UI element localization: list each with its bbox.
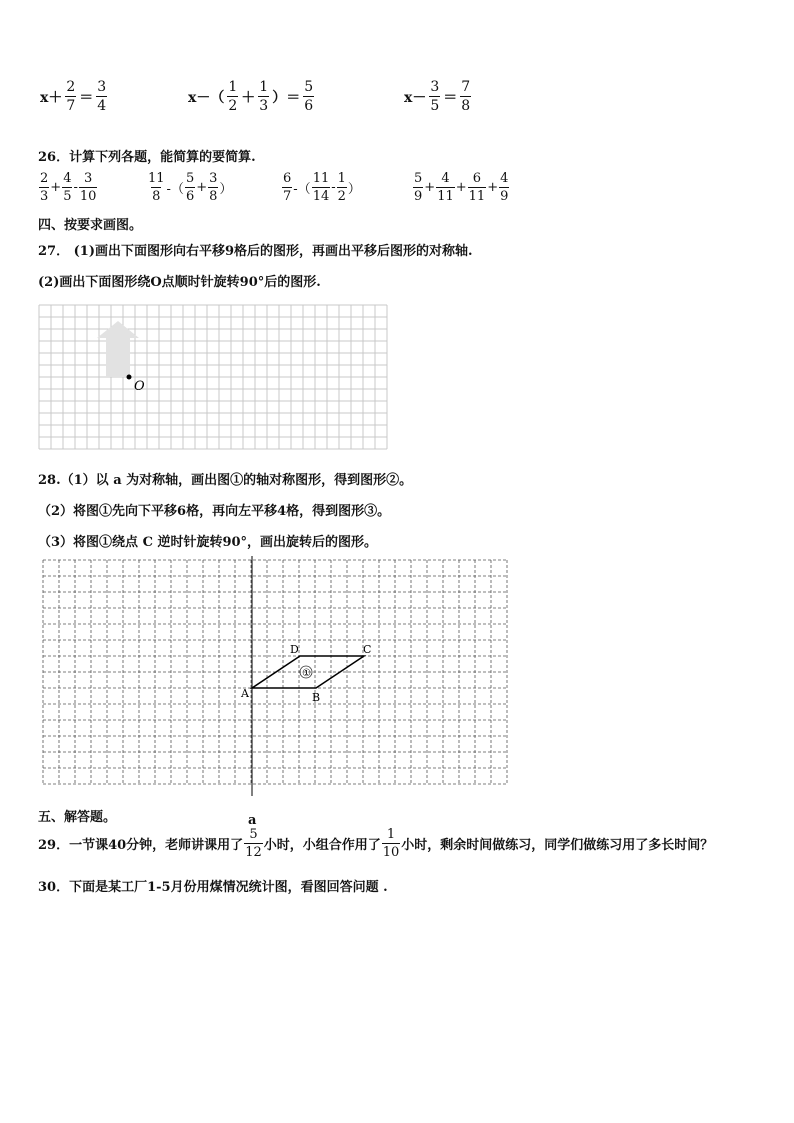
q27-line-2: (2)画出下面图形绕O点顺时针旋转90°后的图形. (38, 275, 321, 290)
q26-title: 26．计算下列各题，能简算的要简算. (38, 150, 256, 165)
q27-grid (38, 304, 388, 452)
q26-expr-2: $\frac{11}{8}$ -（ $\frac{5}{6}$ + $\frac{3}{8}$ ） (148, 171, 233, 204)
q28-line-2: （2）将图①先向下平移6格，再向左平移4格，得到图形③。 (38, 504, 391, 519)
q28-line-1: 28.（1）以 a 为对称轴，画出图①的轴对称图形，得到图形②。 (38, 473, 413, 488)
figure-1-label: ① (302, 668, 311, 679)
equation-3: x－ $\frac{3}{5}$ ＝ $\frac{7}{8}$ (404, 79, 471, 114)
q26-expr-3: $\frac{6}{7}$ -（ $\frac{11}{14}$ - $\frac{1}{2}$ ） (283, 171, 361, 204)
section-5-heading: 五、解答题。 (38, 810, 117, 825)
q29: 29．一节课40分钟，老师讲课用了 $\frac{5}{12}$ 小时，小组合作用了 $\frac{1}{10}$ 小时，剩余时间做练习，同学们做练习用了多长时间？ (38, 827, 714, 860)
vertex-d-label: D (290, 643, 299, 656)
q26-expr-1: $\frac{2}{3}$ + $\frac{4}{5}$ - $\frac{3}{10}$ (40, 171, 97, 204)
q26-expr-4: $\frac{5}{9}$ + $\frac{4}{11}$ + $\frac{6}{11}$ + $\frac{4}{9}$ (414, 171, 509, 204)
q28-line-3: （3）将图①绕点 C 逆时针旋转90°，画出旋转后的图形。 (38, 535, 378, 550)
section-4-heading: 四、按要求画图。 (38, 218, 143, 233)
equation-1: x＋ $\frac{2}{7}$ ＝ $\frac{3}{4}$ (40, 79, 107, 114)
point-o (127, 375, 132, 380)
axis-a-label: a (248, 813, 257, 828)
vertex-c-label: C (363, 643, 372, 656)
q27-line-1: 27． (1)画出下面图形向右平移9格后的图形，再画出平移后图形的对称轴. (38, 244, 473, 259)
vertex-b-label: B (312, 691, 321, 704)
q30: 30．下面是某工厂1-5月份用煤情况统计图，看图回答问题 . (38, 880, 388, 895)
q28-grid (38, 556, 518, 802)
vertex-a-label: A (241, 687, 249, 700)
point-o-label: O (134, 379, 145, 394)
equation-2: x－（ $\frac{1}{2}$ ＋ $\frac{1}{3}$ ）＝ $\frac{5}{6}$ (188, 79, 314, 114)
